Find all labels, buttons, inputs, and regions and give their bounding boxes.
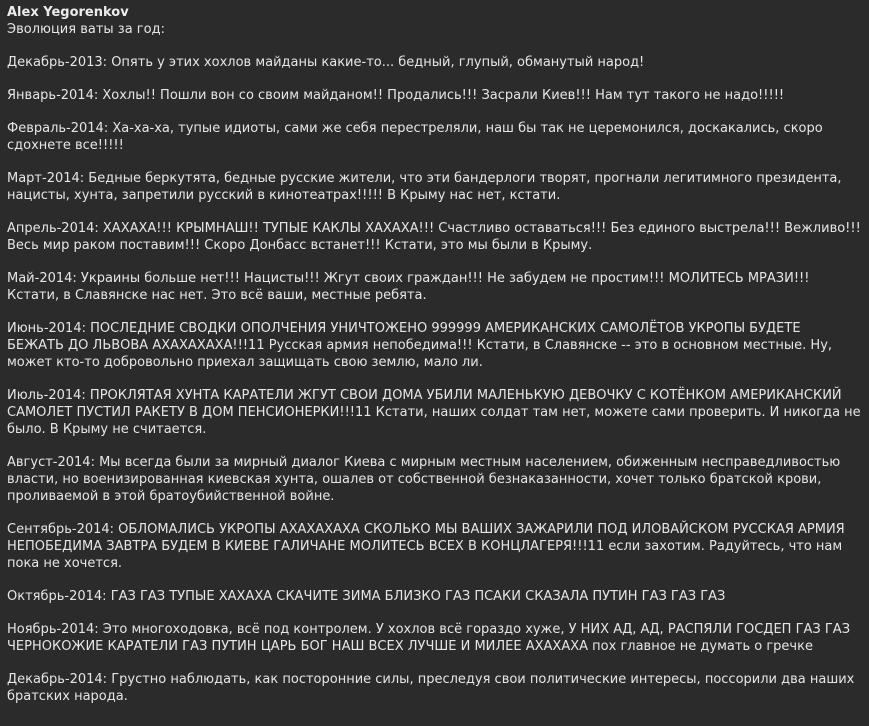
post-entry-may-2014: Май-2014: Украины больше нет!!! Нацисты!!! Жгут своих граждан!!! Не забудем не простим!!! МОЛИТЕСЬ МРАЗИ!!! Кстати, в Славянске нас нет. Это всё ваши, местные ребята. xyxy=(7,271,810,303)
post-entry-feb-2014: Февраль-2014: Ха-ха-ха, тупые идиоты, сами же себя перестреляли, наш бы так не церемонился, доскакались, скоро сдохнете все!!!!! xyxy=(7,121,823,153)
post-entry-jun-2014: Июнь-2014: ПОСЛЕДНИЕ СВОДКИ ОПОЛЧЕНИЯ УНИЧТОЖЕНО 999999 АМЕРИКАНСКИХ САМОЛЁТОВ УКРОПЫ БУДЕТЕ БЕЖАТЬ ДО ЛЬВОВА АХАХАХАХА!!!11 Русская армия непобедима!!! Кстати, в Славянске -- это в основном местные. Ну, может кто-то добровольно приехал защищать свою землю, мало ли. xyxy=(7,321,833,370)
post-entry-sep-2014: Сентябрь-2014: ОБЛОМАЛИСЬ УКРОПЫ АХАХАХАХА СКОЛЬКО МЫ ВАШИХ ЗАЖАРИЛИ ПОД ИЛОВАЙСКОМ РУССКАЯ АРМИЯ НЕПОБЕДИМА ЗАВТРА БУДЕМ В КИЕВЕ ГАЛИЧАНЕ МОЛИТЕСЬ ВСЕХ В КОНЦЛАГЕРЯ!!!11 если захотим. Радуйтесь, что нам пока не хочется. xyxy=(7,522,845,571)
post-entry-aug-2014: Август-2014: Мы всегда были за мирный диалог Киева с мирным местным населением, обиженным несправедливостью власти, но военизированная киевская хунта, ошалев от собственной безнаказанности, хочет только братской крови, проливаемой в этой братоубийственной войне. xyxy=(7,455,841,504)
post-entry-apr-2014: Апрель-2014: ХАХАХА!!! КРЫМНАШ!! ТУПЫЕ КАКЛЫ ХАХАХА!!! Счастливо оставаться!!! Без единого выстрела!!! Вежливо!!! Весь мир раком поставим!!! Скоро Донбасс встанет!!! Кстати, это мы были в Крыму. xyxy=(7,221,861,253)
post-entry-oct-2014: Октябрь-2014: ГАЗ ГАЗ ТУПЫЕ ХАХАХА СКАЧИТЕ ЗИМА БЛИЗКО ГАЗ ПСАКИ СКАЗАЛА ПУТИН ГАЗ ГАЗ ГАЗ xyxy=(7,589,726,604)
post-entry-dec-2013: Декабрь-2013: Опять у этих хохлов майданы какие-то... бедный, глупый, обманутый народ! xyxy=(7,55,645,70)
post-entry-mar-2014: Март-2014: Бедные беркутята, бедные русские жители, что эти бандерлоги творят, прогнали легитимного президента, нацисты, хунта, запретили русский в кинотеатрах!!!!! В Крыму нас нет, кстати. xyxy=(7,171,842,203)
post-entry-dec-2014: Декабрь-2014: Грустно наблюдать, как посторонние силы, преследуя свои политические интересы, поссорили два наших братских народа. xyxy=(7,672,855,704)
post-entry-jan-2014: Январь-2014: Хохлы!! Пошли вон со своим майданом!! Продались!!! Засрали Киев!!! Нам тут такого не надо!!!!! xyxy=(7,88,785,103)
post-author[interactable]: Alex Yegorenkov xyxy=(7,5,129,20)
post-entry-nov-2014: Ноябрь-2014: Это многоходовка, всё под контролем. У хохлов всё гораздо хуже, У НИХ АД, АД, РАСПЯЛИ ГОСДЕП ГАЗ ГАЗ ЧЕРНОКОЖИЕ КАРАТЕЛИ ГАЗ ПУТИН ЦАРЬ БОГ НАШ ВСЕХ ЛУЧШЕ И МИЛЕЕ АХАХАХА пох главное не думать о гречке xyxy=(7,622,851,654)
post-entry-jul-2014: Июль-2014: ПРОКЛЯТАЯ ХУНТА КАРАТЕЛИ ЖГУТ СВОИ ДОМА УБИЛИ МАЛЕНЬКУЮ ДЕВОЧКУ С КОТЁНКОМ АМЕРИКАНСКИЙ САМОЛЕТ ПУСТИЛ РАКЕТУ В ДОМ ПЕНСИОНЕРКИ!!!11 Кстати, наших солдат там нет, можете сами проверить. И никогда не было. В Крыму не считается. xyxy=(7,388,861,437)
post-lead: Эволюция ваты за год: xyxy=(7,22,165,37)
